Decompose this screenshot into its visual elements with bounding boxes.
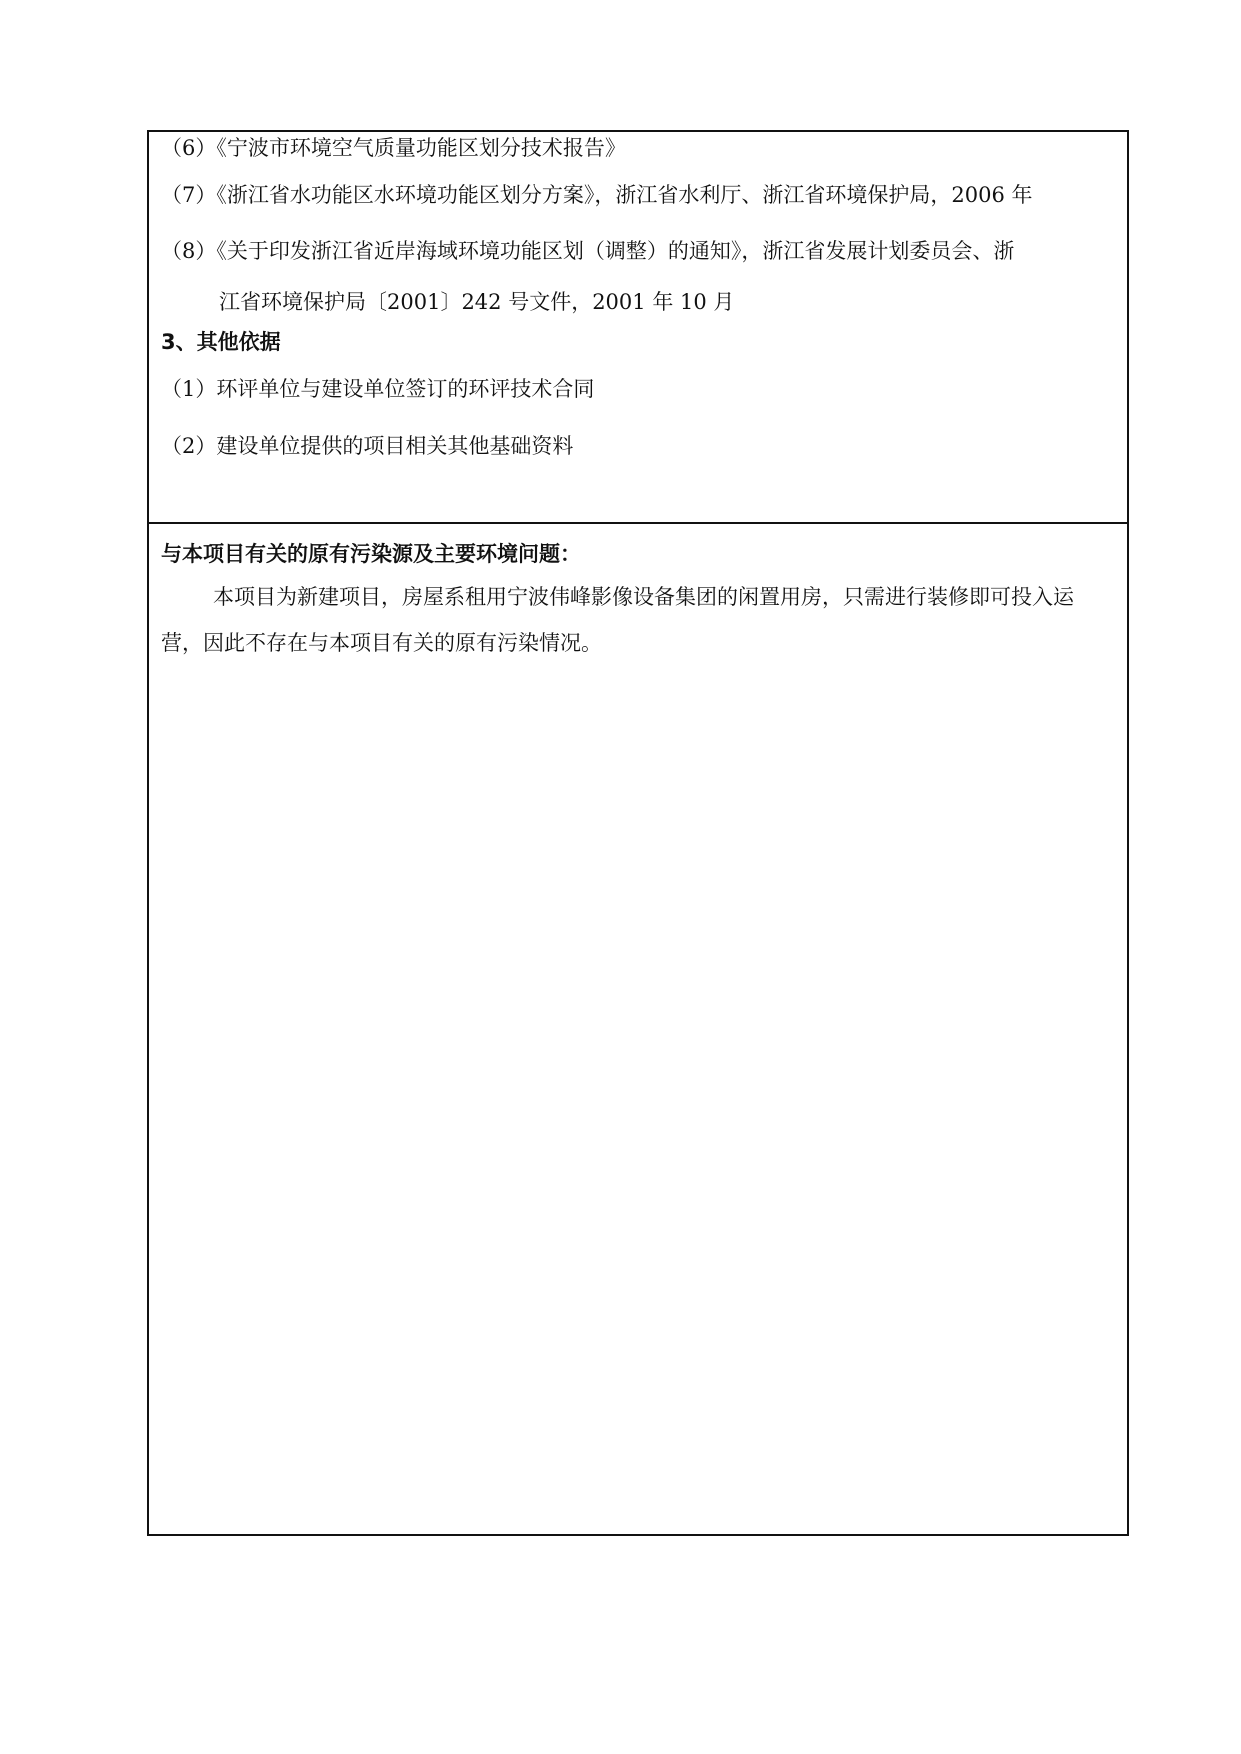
pollution-heading: 与本项目有关的原有污染源及主要环境问题： bbox=[161, 542, 581, 566]
reference-item-6: （6）《宁波市环境空气质量功能区划分技术报告》 bbox=[161, 136, 626, 160]
reference-item-8-continued: 江省环境保护局〔2001〕242 号文件，2001 年 10 月 bbox=[219, 290, 735, 314]
references-cell bbox=[149, 132, 1127, 524]
other-basis-item-1: （1）环评单位与建设单位签订的环评技术合同 bbox=[161, 377, 595, 401]
pollution-paragraph: 本项目为新建项目，房屋系租用宁波伟峰影像设备集团的闲置用房，只需进行装修即可投入运营，因此不存在与本项目有关的原有污染情况。 bbox=[161, 585, 1074, 655]
pollution-cell bbox=[149, 524, 1127, 1534]
reference-item-7: （7）《浙江省水功能区水环境功能区划分方案》，浙江省水利厅、浙江省环境保护局，2006 年 bbox=[161, 183, 1033, 207]
report-table bbox=[147, 130, 1129, 1536]
reference-item-8: （8）《关于印发浙江省近岸海域环境功能区划（调整）的通知》，浙江省发展计划委员会、浙 bbox=[161, 239, 1015, 263]
other-basis-heading: 3、其他依据 bbox=[161, 330, 281, 354]
other-basis-item-2: （2）建设单位提供的项目相关其他基础资料 bbox=[161, 434, 574, 458]
